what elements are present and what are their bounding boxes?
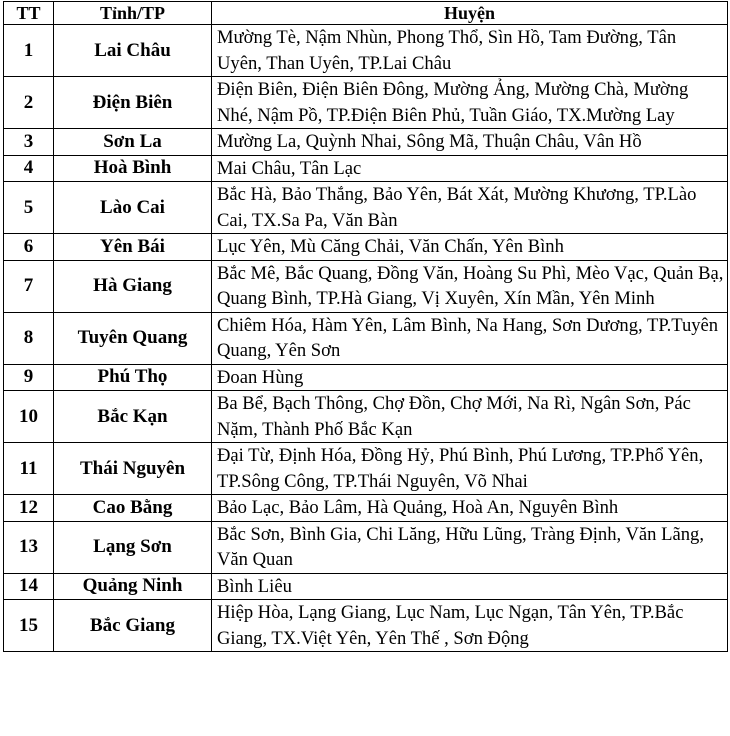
province-cell: Bắc Giang [54, 600, 212, 652]
tt-cell: 10 [4, 391, 54, 443]
province-cell: Bắc Kạn [54, 391, 212, 443]
table-row [4, 600, 728, 652]
tt-cell: 14 [4, 573, 54, 600]
tt-cell: 8 [4, 312, 54, 364]
tt-cell: 13 [4, 521, 54, 573]
tt-cell: 6 [4, 234, 54, 261]
province-cell: Cao Bằng [54, 495, 212, 522]
districts-cell: Bảo Lạc, Bảo Lâm, Hà Quảng, Hoà An, Nguyên Bình [212, 495, 728, 522]
province-cell: Sơn La [54, 129, 212, 156]
district-table [3, 1, 728, 652]
table-row [4, 364, 728, 391]
tt-cell: 15 [4, 600, 54, 652]
districts-cell: Đoan Hùng [212, 364, 728, 391]
districts-cell: Điện Biên, Điện Biên Đông, Mường Ảng, Mường Chà, Mường Nhé, Nậm Pồ, TP.Điện Biên Phủ, Tuần Giáo, TX.Mường Lay [212, 77, 728, 129]
table-body [4, 25, 728, 652]
table-row [4, 521, 728, 573]
table-row [4, 443, 728, 495]
districts-cell: Đại Từ, Định Hóa, Đồng Hỷ, Phú Bình, Phú Lương, TP.Phổ Yên, TP.Sông Công, TP.Thái Nguyên, Võ Nhai [212, 443, 728, 495]
province-cell: Thái Nguyên [54, 443, 212, 495]
province-cell: Lai Châu [54, 25, 212, 77]
tt-cell: 1 [4, 25, 54, 77]
districts-cell: Chiêm Hóa, Hàm Yên, Lâm Bình, Na Hang, Sơn Dương, TP.Tuyên Quang, Yên Sơn [212, 312, 728, 364]
province-cell: Hoà Bình [54, 155, 212, 182]
tt-cell: 5 [4, 182, 54, 234]
province-cell: Lạng Sơn [54, 521, 212, 573]
table-row [4, 260, 728, 312]
province-cell: Phú Thọ [54, 364, 212, 391]
districts-cell: Ba Bể, Bạch Thông, Chợ Đồn, Chợ Mới, Na Rì, Ngân Sơn, Pác Nặm, Thành Phố Bắc Kạn [212, 391, 728, 443]
districts-cell: Bắc Hà, Bảo Thắng, Bảo Yên, Bát Xát, Mường Khương, TP.Lào Cai, TX.Sa Pa, Văn Bàn [212, 182, 728, 234]
tt-cell: 9 [4, 364, 54, 391]
province-cell: Điện Biên [54, 77, 212, 129]
table-row [4, 391, 728, 443]
province-cell: Lào Cai [54, 182, 212, 234]
province-cell: Tuyên Quang [54, 312, 212, 364]
districts-cell: Bắc Mê, Bắc Quang, Đồng Văn, Hoàng Su Phì, Mèo Vạc, Quản Bạ, Quang Bình, TP.Hà Giang, Vị Xuyên, Xín Mần, Yên Minh [212, 260, 728, 312]
table-row [4, 234, 728, 261]
tt-cell: 12 [4, 495, 54, 522]
table-row [4, 129, 728, 156]
province-cell: Quảng Ninh [54, 573, 212, 600]
districts-cell: Lục Yên, Mù Căng Chải, Văn Chấn, Yên Bình [212, 234, 728, 261]
districts-cell: Mường La, Quỳnh Nhai, Sông Mã, Thuận Châu, Vân Hồ [212, 129, 728, 156]
tt-cell: 7 [4, 260, 54, 312]
table-row [4, 495, 728, 522]
districts-cell: Hiệp Hòa, Lạng Giang, Lục Nam, Lục Ngạn, Tân Yên, TP.Bắc Giang, TX.Việt Yên, Yên Thế , Sơn Động [212, 600, 728, 652]
header-row [4, 2, 728, 25]
tt-cell: 11 [4, 443, 54, 495]
table-row [4, 25, 728, 77]
table-row [4, 77, 728, 129]
table-row [4, 573, 728, 600]
districts-cell: Bắc Sơn, Bình Gia, Chi Lăng, Hữu Lũng, Tràng Định, Văn Lãng, Văn Quan [212, 521, 728, 573]
province-cell: Yên Bái [54, 234, 212, 261]
districts-cell: Mường Tè, Nậm Nhùn, Phong Thổ, Sìn Hồ, Tam Đường, Tân Uyên, Than Uyên, TP.Lai Châu [212, 25, 728, 77]
tt-cell: 2 [4, 77, 54, 129]
header-province: Tỉnh/TP [54, 2, 212, 25]
header-tt: TT [4, 2, 54, 25]
tt-cell: 3 [4, 129, 54, 156]
table-row [4, 312, 728, 364]
header-district: Huyện [212, 2, 728, 25]
tt-cell: 4 [4, 155, 54, 182]
districts-cell: Mai Châu, Tân Lạc [212, 155, 728, 182]
districts-cell: Bình Liêu [212, 573, 728, 600]
table-row [4, 182, 728, 234]
table-row [4, 155, 728, 182]
province-cell: Hà Giang [54, 260, 212, 312]
